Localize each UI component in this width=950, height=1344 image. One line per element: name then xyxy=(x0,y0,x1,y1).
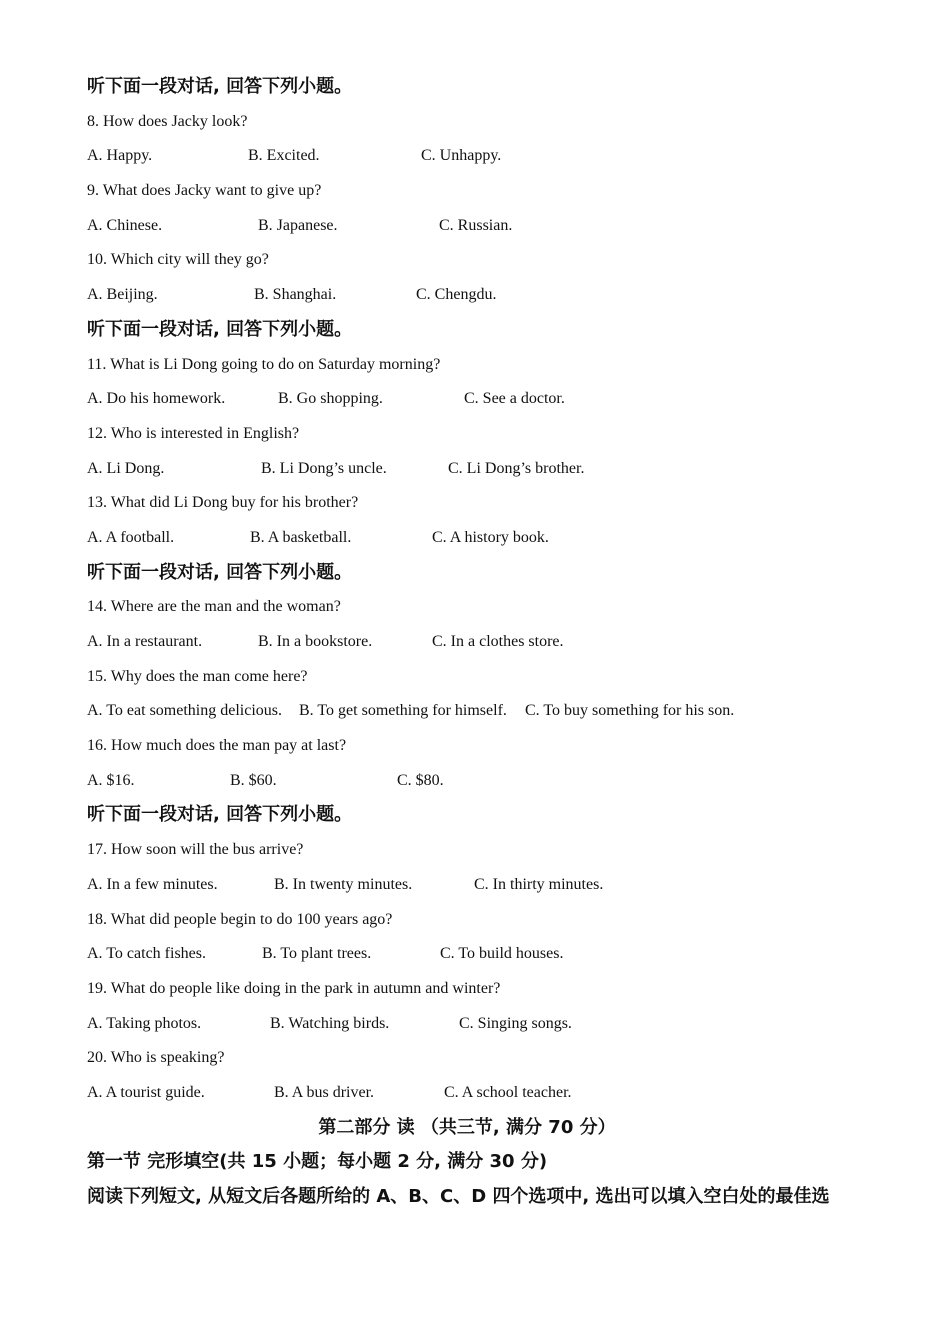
options-14 xyxy=(87,625,877,660)
option-b: B. To get something for himself. xyxy=(299,702,507,720)
option-b: B. In twenty minutes. xyxy=(274,875,413,893)
section-heading: 听下面一段对话, 回答下列小题。 xyxy=(87,318,353,340)
options-12 xyxy=(87,452,877,487)
options-18 xyxy=(87,937,877,972)
options-19 xyxy=(87,1007,877,1042)
option-a: A. A football. xyxy=(87,528,175,546)
option-b: B. Go shopping. xyxy=(278,390,383,408)
option-a: A. Happy. xyxy=(87,147,153,165)
section-one-title: 第一节 完形填空(共 15 小题；每小题 2 分, 满分 30 分) xyxy=(87,1151,548,1173)
question-14: 14. Where are the man and the woman? xyxy=(87,598,341,616)
option-c: C. A history book. xyxy=(432,528,549,546)
option-c: C. To build houses. xyxy=(440,945,564,963)
option-c: C. To buy something for his son. xyxy=(525,702,735,720)
options-16 xyxy=(87,764,877,799)
option-a: A. In a restaurant. xyxy=(87,633,203,650)
option-a: A. $16. xyxy=(87,771,135,789)
question-10: 10. Which city will they go? xyxy=(87,251,269,269)
option-a: A. To eat something delicious. xyxy=(87,702,282,720)
question-12: 12. Who is interested in English? xyxy=(87,424,300,442)
option-b: B. To plant trees. xyxy=(262,945,372,963)
question-19: 19. What do people like doing in the park in autumn and winter? xyxy=(87,979,501,997)
option-c: C. In thirty minutes. xyxy=(474,875,604,893)
option-b: B. Li Dong’s uncle. xyxy=(261,459,387,477)
options-11 xyxy=(87,382,877,417)
option-c: C. Chengdu. xyxy=(416,286,497,304)
option-c: C. In a clothes store. xyxy=(432,633,564,650)
option-b: B. A bus driver. xyxy=(274,1083,375,1101)
option-b: B. In a bookstore. xyxy=(258,633,373,650)
option-c: C. See a doctor. xyxy=(464,390,565,408)
option-c: C. A school teacher. xyxy=(444,1083,572,1101)
options-15 xyxy=(87,694,877,729)
option-c: C. Unhappy. xyxy=(421,147,502,165)
options-9 xyxy=(87,209,877,244)
option-b: B. Excited. xyxy=(248,147,320,165)
option-a: A. Li Dong. xyxy=(87,459,165,477)
option-a: A. Taking photos. xyxy=(87,1014,202,1032)
option-c: C. Li Dong’s brother. xyxy=(448,459,585,477)
question-20: 20. Who is speaking? xyxy=(87,1049,225,1067)
option-c: C. $80. xyxy=(397,771,444,789)
option-c: C. Singing songs. xyxy=(459,1014,572,1032)
option-b: B. A basketball. xyxy=(250,528,352,546)
question-17: 17. How soon will the bus arrive? xyxy=(87,841,304,859)
question-16: 16. How much does the man pay at last? xyxy=(87,737,347,755)
options-17 xyxy=(87,868,877,903)
section-heading: 听下面一段对话, 回答下列小题。 xyxy=(87,76,353,97)
options-10 xyxy=(87,278,877,313)
option-a: A. Chinese. xyxy=(87,216,163,234)
option-b: B. $60. xyxy=(230,771,277,789)
options-13 xyxy=(87,521,877,556)
question-8: 8. How does Jacky look? xyxy=(87,112,248,130)
question-18: 18. What did people begin to do 100 years ago? xyxy=(87,910,393,928)
option-b: B. Japanese. xyxy=(258,216,338,234)
option-a: A. To catch fishes. xyxy=(87,945,206,963)
section-heading: 听下面一段对话, 回答下列小题。 xyxy=(87,804,353,826)
option-b: B. Watching birds. xyxy=(270,1014,390,1032)
options-20 xyxy=(87,1076,877,1111)
question-15: 15. Why does the man come here? xyxy=(87,667,308,685)
option-a: A. A tourist guide. xyxy=(87,1083,205,1101)
question-9: 9. What does Jacky want to give up? xyxy=(87,182,322,200)
exam-page xyxy=(87,70,877,1215)
option-a: A. Beijing. xyxy=(87,286,158,304)
option-a: A. In a few minutes. xyxy=(87,875,218,893)
question-13: 13. What did Li Dong buy for his brother? xyxy=(87,494,359,512)
option-b: B. Shanghai. xyxy=(254,286,337,304)
option-a: A. Do his homework. xyxy=(87,390,226,408)
part-two-title: 第二部分 读 （共三节, 满分 70 分） xyxy=(318,1116,616,1138)
reading-instruction: 阅读下列短文, 从短文后各题所给的 A、B、C、D 四个选项中, 选出可以填入空白处的最佳选 xyxy=(87,1186,830,1207)
option-c: C. Russian. xyxy=(439,216,513,234)
question-11: 11. What is Li Dong going to do on Saturday morning? xyxy=(87,355,441,373)
section-heading: 听下面一段对话, 回答下列小题。 xyxy=(87,561,353,583)
options-8 xyxy=(87,139,877,174)
